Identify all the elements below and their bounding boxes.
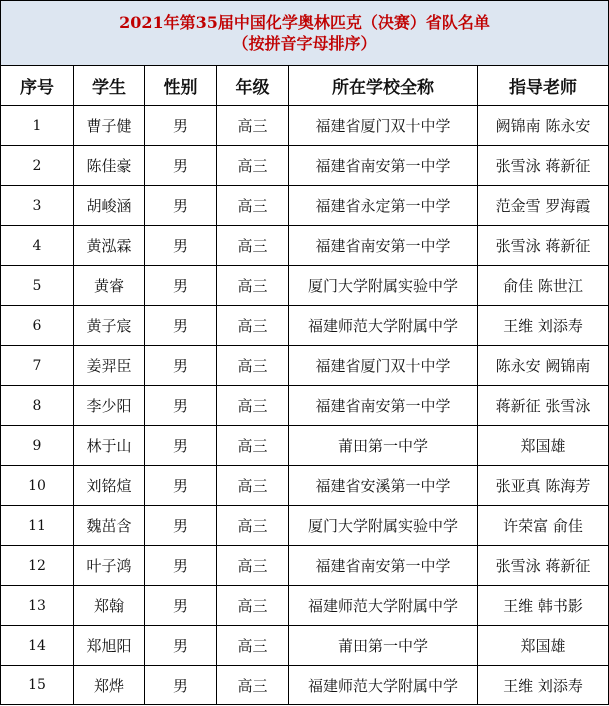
student-name: 刘铭煊: [74, 466, 145, 506]
teacher-names: 阙锦南 陈永安: [478, 106, 609, 146]
school-name: 福建师范大学附属中学: [289, 666, 478, 705]
table-row: [1, 106, 609, 146]
table-row: [1, 546, 609, 586]
student-name: 陈佳豪: [74, 146, 145, 186]
school-name: 莆田第一中学: [289, 626, 478, 666]
title-line-1: 2021年第35届中国化学奥林匹克（决赛）省队名单: [119, 13, 490, 32]
student-name: 李少阳: [74, 386, 145, 426]
gender: 男: [145, 306, 217, 346]
student-name: 黄子宸: [74, 306, 145, 346]
row-number: 2: [1, 146, 74, 186]
grade: 高三: [217, 266, 289, 306]
row-number: 9: [1, 426, 74, 466]
student-name: 郑烨: [74, 666, 145, 705]
gender: 男: [145, 386, 217, 426]
roster-body: [1, 106, 609, 705]
grade: 高三: [217, 586, 289, 626]
header-row: [1, 66, 609, 106]
teacher-names: 陈永安 阙锦南: [478, 346, 609, 386]
title-line-2: （按拼音字母排序）: [232, 34, 377, 53]
school-name: 福建省南安第一中学: [289, 546, 478, 586]
table-row: [1, 426, 609, 466]
row-number: 13: [1, 586, 74, 626]
table-title: [1, 1, 609, 66]
table-row: [1, 226, 609, 266]
school-name: 福建省厦门双十中学: [289, 346, 478, 386]
table-row: [1, 586, 609, 626]
school-name: 莆田第一中学: [289, 426, 478, 466]
gender: 男: [145, 666, 217, 705]
teacher-names: 蒋新征 张雪泳: [478, 386, 609, 426]
gender: 男: [145, 186, 217, 226]
grade: 高三: [217, 146, 289, 186]
row-number: 3: [1, 186, 74, 226]
school-name: 福建师范大学附属中学: [289, 306, 478, 346]
table-row: [1, 506, 609, 546]
table-row: [1, 386, 609, 426]
table-row: [1, 186, 609, 226]
row-number: 6: [1, 306, 74, 346]
gender: 男: [145, 546, 217, 586]
teacher-names: 范金雪 罗海霞: [478, 186, 609, 226]
student-name: 魏茁含: [74, 506, 145, 546]
grade: 高三: [217, 546, 289, 586]
table-row: [1, 346, 609, 386]
row-number: 14: [1, 626, 74, 666]
table-row: [1, 306, 609, 346]
teacher-names: 许荣富 俞佳: [478, 506, 609, 546]
table-row: [1, 626, 609, 666]
school-name: 福建省安溪第一中学: [289, 466, 478, 506]
gender: 男: [145, 506, 217, 546]
table-row: [1, 466, 609, 506]
gender: 男: [145, 346, 217, 386]
gender: 男: [145, 146, 217, 186]
row-number: 8: [1, 386, 74, 426]
school-name: 福建省厦门双十中学: [289, 106, 478, 146]
row-number: 12: [1, 546, 74, 586]
row-number: 5: [1, 266, 74, 306]
grade: 高三: [217, 186, 289, 226]
gender: 男: [145, 266, 217, 306]
school-name: 厦门大学附属实验中学: [289, 266, 478, 306]
grade: 高三: [217, 426, 289, 466]
school-name: 福建师范大学附属中学: [289, 586, 478, 626]
header-school: 所在学校全称: [289, 66, 478, 106]
row-number: 11: [1, 506, 74, 546]
student-name: 叶子鸿: [74, 546, 145, 586]
school-name: 厦门大学附属实验中学: [289, 506, 478, 546]
gender: 男: [145, 586, 217, 626]
header-teachers: 指导老师: [478, 66, 609, 106]
school-name: 福建省南安第一中学: [289, 386, 478, 426]
header-gender: 性别: [145, 66, 217, 106]
student-name: 姜羿臣: [74, 346, 145, 386]
row-number: 4: [1, 226, 74, 266]
teacher-names: 俞佳 陈世江: [478, 266, 609, 306]
grade: 高三: [217, 506, 289, 546]
school-name: 福建省南安第一中学: [289, 146, 478, 186]
student-name: 郑翰: [74, 586, 145, 626]
teacher-names: 张亚真 陈海芳: [478, 466, 609, 506]
gender: 男: [145, 426, 217, 466]
row-number: 1: [1, 106, 74, 146]
grade: 高三: [217, 666, 289, 705]
gender: 男: [145, 106, 217, 146]
grade: 高三: [217, 106, 289, 146]
grade: 高三: [217, 386, 289, 426]
gender: 男: [145, 226, 217, 266]
row-number: 10: [1, 466, 74, 506]
grade: 高三: [217, 226, 289, 266]
student-name: 黄泓霖: [74, 226, 145, 266]
row-number: 15: [1, 666, 74, 705]
header-no: 序号: [1, 66, 74, 106]
student-name: 林于山: [74, 426, 145, 466]
teacher-names: 张雪泳 蒋新征: [478, 146, 609, 186]
teacher-names: 张雪泳 蒋新征: [478, 546, 609, 586]
header-grade: 年级: [217, 66, 289, 106]
student-name: 郑旭阳: [74, 626, 145, 666]
teacher-names: 郑国雄: [478, 426, 609, 466]
student-name: 胡峻涵: [74, 186, 145, 226]
table-row: [1, 146, 609, 186]
student-name: 黄睿: [74, 266, 145, 306]
teacher-names: 张雪泳 蒋新征: [478, 226, 609, 266]
student-name: 曹子健: [74, 106, 145, 146]
teacher-names: 郑国雄: [478, 626, 609, 666]
gender: 男: [145, 466, 217, 506]
row-number: 7: [1, 346, 74, 386]
grade: 高三: [217, 626, 289, 666]
teacher-names: 王维 刘添寿: [478, 306, 609, 346]
school-name: 福建省永定第一中学: [289, 186, 478, 226]
grade: 高三: [217, 346, 289, 386]
header-student: 学生: [74, 66, 145, 106]
teacher-names: 王维 韩书影: [478, 586, 609, 626]
gender: 男: [145, 626, 217, 666]
teacher-names: 王维 刘添寿: [478, 666, 609, 705]
school-name: 福建省南安第一中学: [289, 226, 478, 266]
table-row: [1, 666, 609, 705]
table-row: [1, 266, 609, 306]
grade: 高三: [217, 306, 289, 346]
grade: 高三: [217, 466, 289, 506]
